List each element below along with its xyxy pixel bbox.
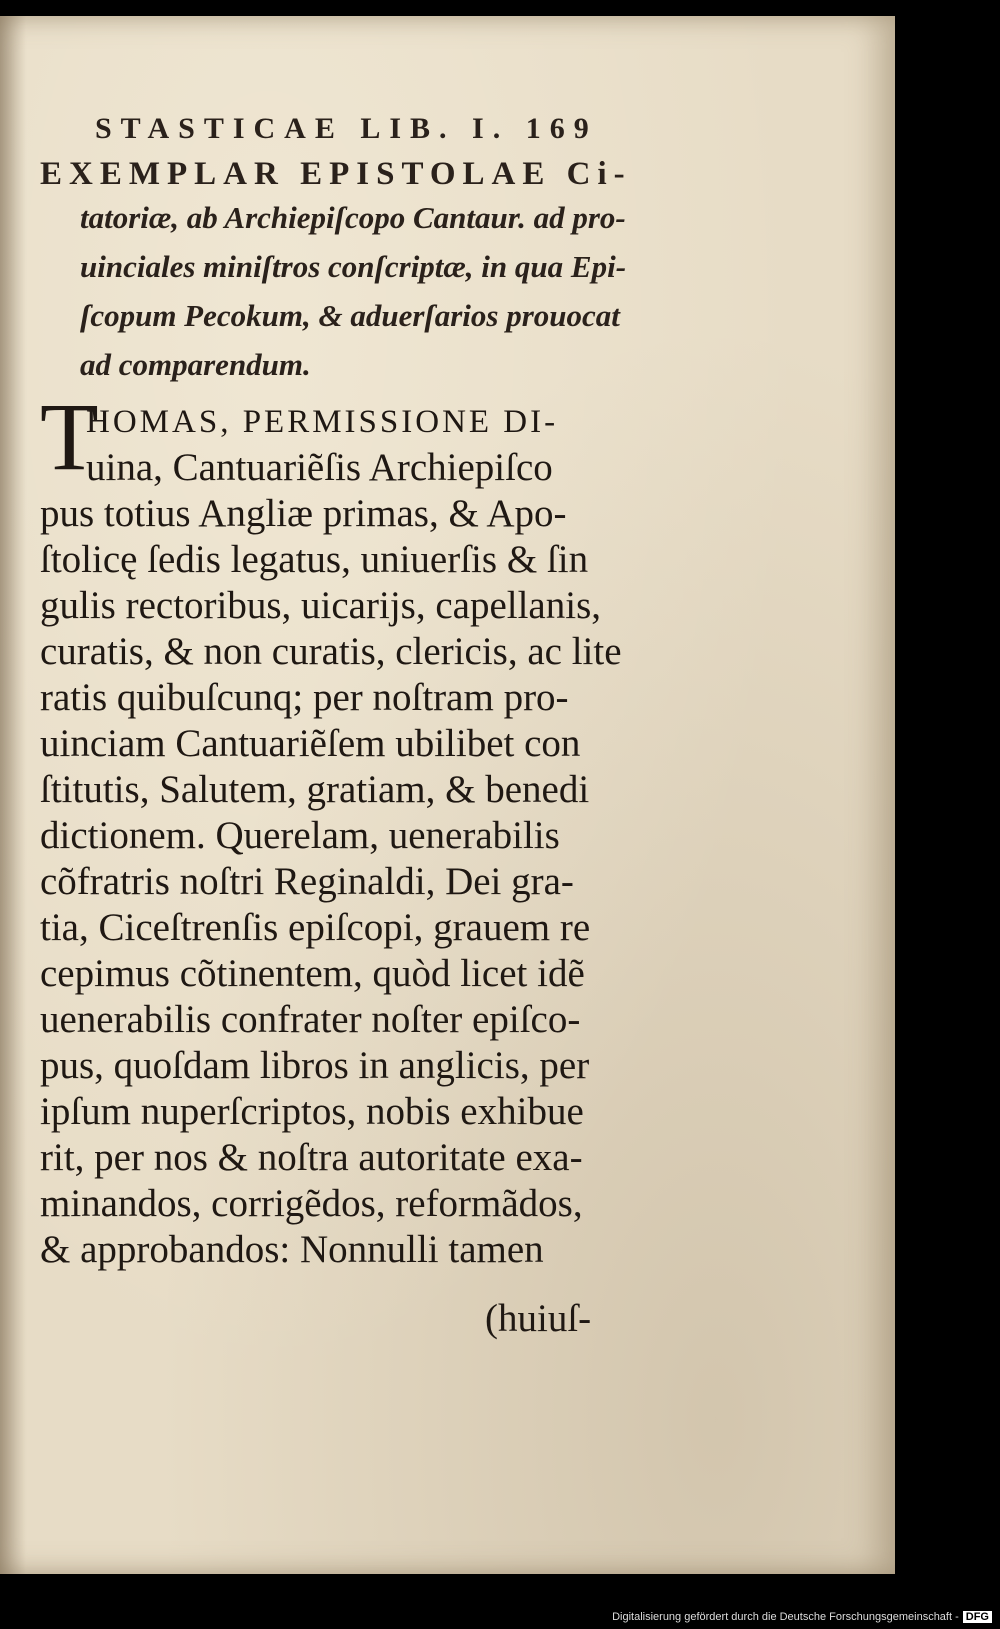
body-line: & approbandos: Nonnulli tamen: [40, 1228, 544, 1271]
drop-cap: T: [40, 383, 99, 490]
body-line: curatis, & non curatis, clericis, ac lite: [40, 630, 622, 673]
body-line: gulis rectoribus, uicarijs, capellanis,: [40, 584, 602, 627]
catchword: (huiuſ-: [485, 1297, 592, 1340]
body-line: dictionem. Querelam, uenerabilis: [40, 814, 560, 857]
heading-italic-line: uinciales miniſtros conſcriptæ, in qua Epi-: [80, 249, 627, 284]
body-line: rit, per nos & noſtra autoritate exa-: [40, 1136, 583, 1179]
body-line: cepimus cõtinentem, quòd licet idẽ: [40, 952, 585, 995]
body-line: ſtitutis, Salutem, gratiam, & benedi: [40, 768, 590, 811]
body-line: tia, Ciceſtrenſis epiſcopi, grauem re: [40, 906, 591, 949]
running-head: STASTICAE LIB. I. 169: [95, 112, 598, 145]
body-line: HOMAS, PERMISSIONE DI-: [86, 404, 559, 440]
body-line: pus totius Angliæ primas, & Apo-: [40, 492, 567, 535]
heading-italic-line: ad comparendum.: [80, 347, 311, 382]
body-line: ipſum nuperſcriptos, nobis exhibue: [40, 1090, 584, 1133]
body-line: cõfratris noſtri Reginaldi, Dei gra-: [40, 860, 574, 903]
letter-heading: [40, 156, 660, 389]
body-text: [40, 399, 665, 1273]
book-page: [0, 16, 895, 1574]
body-line: minandos, corrigẽdos, reformãdos,: [40, 1182, 583, 1225]
footer-credit: [612, 1611, 992, 1623]
page-gutter-shadow: [0, 16, 26, 1574]
heading-italic-line: tatoriæ, ab Archiepiſcopo Cantaur. ad pro-: [80, 200, 626, 235]
heading-italic-line: ſcopum Pecokum, & aduerſarios prouocat: [80, 298, 620, 333]
body-line: ſtolicę ſedis legatus, uniuerſis & ſin: [40, 538, 589, 581]
body-line: uenerabilis confrater noſter epiſco-: [40, 998, 581, 1041]
body-line: uina, Cantuariẽſis Archiepiſco: [86, 446, 553, 489]
body-line: ratis quibuſcunq; per noſtram pro-: [40, 676, 569, 719]
body-line: pus, quoſdam libros in anglicis, per: [40, 1044, 590, 1087]
heading-line: EXEMPLAR EPISTOLAE Ci-: [40, 156, 632, 192]
credit-text: Digitalisierung gefördert durch die Deutsche Forschungsgemeinschaft -: [612, 1611, 959, 1623]
body-line: uinciam Cantuariẽſem ubilibet con: [40, 722, 581, 765]
dfg-logo: DFG: [963, 1611, 992, 1623]
